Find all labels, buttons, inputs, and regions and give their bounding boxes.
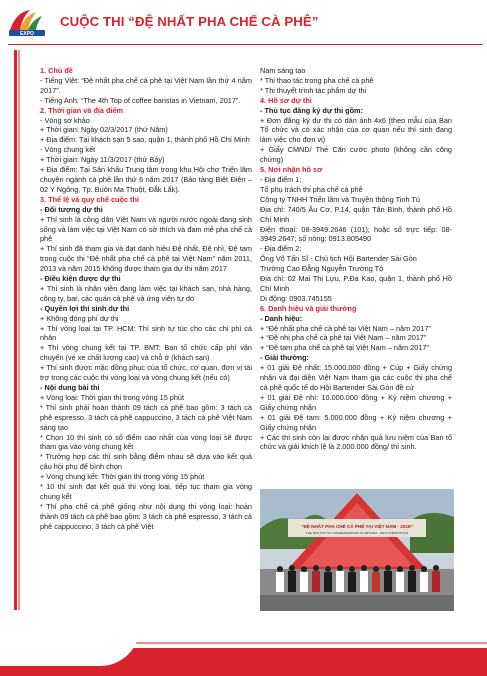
left-subheading: - Đối tượng dự thi xyxy=(40,204,103,214)
right-paragraph: + Đơn đăng ký dự thi có dán ảnh 4x6 (theo mẫu của Ban Tổ chức và có xác nhận của cơ quan nếu thí sinh đang làm việc cho đơn vị) xyxy=(260,115,452,145)
right-paragraph: - Địa điểm 2: xyxy=(260,244,302,254)
right-paragraph: - Địa điểm 1: xyxy=(260,174,302,184)
right-paragraph: + “Đệ nhất pha chế cà phê tại Việt Nam – năm 2017” xyxy=(260,323,431,333)
left-paragraph: * Thí sinh phải hoàn thành 09 tách cà phê bao gồm: 3 tách cà phê espresso, 3 tách cà phê cappuccino, 3 tách cà phê Việt Nam sáng tạo xyxy=(40,402,252,432)
left-paragraph: - Tiếng Anh: “The 4th Top of coffee baristas in Vietnam, 2017”. xyxy=(40,95,241,105)
right-paragraph: Di động: 0903.745155 xyxy=(260,293,332,303)
footer-bar xyxy=(0,648,487,676)
right-subheading: - Danh hiệu: xyxy=(260,313,303,323)
right-paragraph: Công ty TNHH Triển lãm và Truyền thông Tinh Tú xyxy=(260,194,420,204)
left-paragraph: * Trường hợp các thí sinh bằng điểm nhau sẽ dựa vào kết quả câu hỏi phụ để bình chọn xyxy=(40,452,252,472)
left-paragraph: + Thí sinh là nhân viên đang làm việc tại khách sạn, nhà hàng, công ty, bar, các quán cà phê và ứng viên tự do xyxy=(40,283,252,303)
decorative-stripe xyxy=(14,50,22,610)
left-paragraph: * Thí pha chế cà phê giống như nội dung thi vòng loại: hoàn thành 09 tách cà phê bao gồm: 3 tách cà phê espresso, 3 tách cà phê cappuccino, 3 tách cà phê Việt xyxy=(40,501,252,531)
right-paragraph: Trường Cao Đẳng Nguyễn Trường Tộ xyxy=(260,264,384,274)
left-paragraph: + Thời gian: Ngày 11/3/2017 (thứ Bảy) xyxy=(40,155,165,165)
right-section-heading: 6. Danh hiệu và giải thưởng xyxy=(260,303,357,313)
left-section-heading: 2. Thời gian và địa điểm xyxy=(40,105,124,115)
right-paragraph: + Giấy CMND/ Thẻ Căn cước photo (không cần công chứng) xyxy=(260,145,452,165)
right-paragraph: + 01 giải Đệ nhì: 10.000.000 đồng + Kỷ niệm chương + Giấy chứng nhận xyxy=(260,392,452,412)
header xyxy=(0,0,487,44)
right-paragraph: Địa chỉ: 02 Mai Thị Lựu, P.Đa Kao, quận 1, thành phố Hồ Chí Minh xyxy=(260,274,452,293)
left-subheading: - Quyền lợi thí sinh dự thi xyxy=(40,303,130,313)
right-paragraph: + Các thí sinh còn lại được nhận quà lưu niệm của Ban tổ chức và giải khích lệ là 2.000.000 đồng/ thí sinh. xyxy=(260,432,452,452)
left-subheading: - Nội dung bài thi xyxy=(40,383,100,392)
photo-banner-subtext: THE 3RD TOP OF COFFEE BARISTAS IN VIETNAM - 2015 COMPETITION xyxy=(305,531,409,535)
left-paragraph: + Địa điểm: Tại Sân khấu Trung tâm trong khu Hội chợ Triển lãm chuyên ngành cà phê lần thứ 6 năm 2017 (Bảo tàng Biệt Điện – 02 Y Ngông, Tp. Buôn Ma Thuột, Đắk Lắk). xyxy=(40,165,252,194)
right-paragraph: + “Đệ nhị pha chế cà phê tại Việt Nam – năm 2017” xyxy=(260,333,427,343)
header-divider xyxy=(8,44,483,45)
left-paragraph: + Địa điểm: Tại khách sạn 5 sao, quận 1, thành phố Hồ Chí Minh xyxy=(40,135,250,145)
event-photo xyxy=(260,489,454,611)
right-paragraph: Địa chỉ: 740/5 Âu Cơ, P.14, quận Tân Bình, thành phố Hồ Chí Minh xyxy=(260,204,452,224)
left-section-heading: 1. Chủ đề xyxy=(40,66,73,75)
page-title: CUỘC THI “ĐỆ NHẤT PHA CHẾ CÀ PHÊ” xyxy=(60,14,319,29)
right-paragraph: Nam sáng tạo xyxy=(260,66,306,75)
left-paragraph: + Thí sinh đã tham gia và đạt danh hiệu Đệ nhất, Đệ nhì, Đệ tam trong cuộc thi “Đệ nhất pha chế cà phê tại Việt Nam” năm 2011, 2013 và năm 2015 không được tham gia dự thi năm 2017 xyxy=(40,244,252,274)
left-paragraph: - Tiếng Việt: “Đệ nhất pha chế cà phê tại Việt Nam lần thứ 4 năm 2017”. xyxy=(40,75,252,95)
left-section-heading: 3. Thể lệ và quy chế cuộc thi xyxy=(40,194,139,204)
left-paragraph: + Thí sinh được mặc đồng phục của tổ chức, cơ quan, đơn vị tài trợ trong các cuộc thi vòng loại và vòng chung kết (nếu có) xyxy=(40,363,252,383)
event-photo-image xyxy=(260,489,454,611)
right-paragraph: + 01 giải Đệ nhất: 15.000.000 đồng + Cúp + Giấy chứng nhận và đại diện Việt Nam tham gia các cuộc thi pha chế cà phê quốc tế do Hội Bartender Sài Gòn đề cử xyxy=(260,363,452,392)
left-paragraph: + Thí vòng loại tại TP. HCM: Thí sinh tự túc cho các chi phí cá nhân xyxy=(40,323,252,343)
left-paragraph: + Không đóng phí dự thi xyxy=(40,313,119,323)
right-paragraph: * Thi thao tác trong pha chế cà phê xyxy=(260,75,374,85)
left-paragraph: + Vòng chung kết: Thời gian thi trong vòng 15 phút xyxy=(40,472,205,482)
right-subheading: - Thủ tục đăng ký dự thi gồm: xyxy=(260,105,363,115)
photo-banner-text: “ĐỆ NHẤT PHA CHẾ CÀ PHÊ TẠI VIỆT NAM - 2015” xyxy=(301,524,413,529)
left-subheading: - Điều kiện được dự thi xyxy=(40,274,121,284)
right-paragraph: + 01 giải Đệ tam: 5.000.000 đồng + Kỷ niệm chương + Giấy chứng nhận xyxy=(260,412,452,432)
left-column xyxy=(40,66,252,532)
event-logo xyxy=(6,4,52,38)
left-paragraph: + Thí sinh là công dân Việt Nam và người nước ngoài đang sinh sống và làm việc tại Việt Nam có sở thích và đam mê pha chế cà phê xyxy=(40,214,252,244)
right-section-heading: 5. Nơi nhận hồ sơ xyxy=(260,165,323,175)
left-paragraph: * Chọn 10 thí sinh có số điểm cao nhất của vòng loại sẽ được tham gia vào vòng chung kết xyxy=(40,432,252,452)
left-paragraph: - Vòng chung kết xyxy=(40,145,96,155)
left-paragraph: + Thời gian: Ngày 02/3/2017 (thứ Năm) xyxy=(40,125,168,135)
left-paragraph: * 10 thí sinh đạt kết quả thi vòng loại, tiếp tục tham gia vòng chung kết xyxy=(40,482,252,501)
right-paragraph: Ông Võ Tấn Sĩ - Chủ tịch Hội Bartender Sài Gòn xyxy=(260,254,417,264)
right-paragraph: + “Đệ tam pha chế cà phê tại Việt Nam – năm 2017” xyxy=(260,343,429,353)
right-column xyxy=(260,66,452,452)
right-paragraph: Điện thoại: 08-3949.2646 (101); hoặc số trực tiếp: 08-3949.2647; số nóng: 0913.805490 xyxy=(260,224,452,244)
left-paragraph: - Vòng sơ khảo xyxy=(40,115,90,125)
right-section-heading: 4. Hồ sơ dự thi xyxy=(260,95,312,105)
right-subheading: - Giải thưởng: xyxy=(260,353,309,363)
svg-text:EXPO: EXPO xyxy=(20,31,34,37)
left-paragraph: + Vòng loại: Thời gian thi trong vòng 15 phút xyxy=(40,392,184,402)
right-paragraph: * Thi thuyết trình tác phẩm dự thi xyxy=(260,85,367,95)
right-paragraph: Tổ phụ trách thi pha chế cà phê xyxy=(260,184,363,194)
left-paragraph: + Thí vòng chung kết tại TP. BMT: Ban tổ chức cấp phí vận chuyển (vé xe chất lượng cao) và chỗ ở (khách sạn) xyxy=(40,343,252,363)
